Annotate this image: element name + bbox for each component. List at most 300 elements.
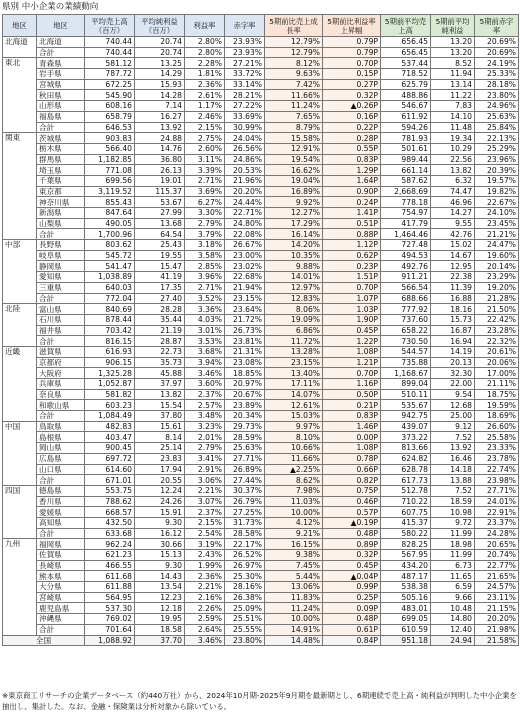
margin-change-5y-cell: 1.03P [323,304,381,315]
margin-change-5y-cell: 1.07P [323,293,381,304]
sales-5y-ago-cell: 730.50 [381,336,431,347]
margin-change-5y-cell: 0.57P [323,507,381,518]
avg-sales-cell: 1,325.28 [85,368,135,379]
deficit-rate-cell: 33.72% [225,69,265,80]
deficit-rate-cell: 24.04% [225,133,265,144]
avg-sales-cell: 3,119.52 [85,186,135,197]
avg-sales-cell: 633.68 [85,528,135,539]
region-total-row [3,528,519,539]
deficit-5y-ago-cell: 21.28% [475,293,519,304]
profit-5y-ago-cell: 9.55 [431,218,475,229]
sales-5y-ago-cell: 735.88 [381,357,431,368]
deficit-rate-cell: 22.08% [225,229,265,240]
deficit-5y-ago-cell: 23.29% [475,272,519,283]
header-deficit-rate: 赤字率 [225,15,265,37]
profit-margin-cell: 2.75% [185,133,225,144]
profit-5y-ago-cell: 14.19 [431,346,475,357]
deficit-rate-cell: 26.89% [225,464,265,475]
table-row [3,582,519,593]
header-sales-5y-ago: 5期前平均売上高 [381,15,431,37]
deficit-5y-ago-cell: 23.80% [475,90,519,101]
profit-5y-ago-cell: 11.65 [431,571,475,582]
profit-margin-cell: 2.79% [185,443,225,454]
avg-net-profit-cell: 21.19 [135,325,185,336]
sales-growth-5y-cell: 13.06% [265,582,323,593]
avg-sales-cell: 640.03 [85,282,135,293]
sales-growth-5y-cell: 12.91% [265,143,323,154]
prefecture-cell: 合計 [37,293,85,304]
profit-margin-cell: 1.17% [185,101,225,112]
deficit-rate-cell: 31.73% [225,517,265,528]
prefecture-cell: 青森県 [37,58,85,69]
avg-net-profit-cell: 35.44 [135,314,185,325]
deficit-rate-cell: 23.93% [225,47,265,58]
sales-5y-ago-cell: 899.04 [381,379,431,390]
avg-net-profit-cell: 12.23 [135,592,185,603]
profit-margin-cell: 1.99% [185,560,225,571]
region-total-row [3,122,519,133]
sales-growth-5y-cell: 11.24% [265,101,323,112]
profit-5y-ago-cell: 13.14 [431,79,475,90]
profit-5y-ago-cell: 9.12 [431,421,475,432]
deficit-5y-ago-cell: 20.69% [475,37,519,48]
profit-5y-ago-cell: 7.52 [431,432,475,443]
deficit-5y-ago-cell: 22.42% [475,314,519,325]
sales-5y-ago-cell: 699.05 [381,614,431,625]
profit-margin-cell: 3.46% [185,635,225,646]
table-row [3,592,519,603]
profit-margin-cell: 3.60% [185,379,225,390]
sales-growth-5y-cell: 19.54% [265,154,323,165]
sales-5y-ago-cell: 610.59 [381,624,431,635]
profit-5y-ago-cell: 11.48 [431,122,475,133]
deficit-rate-cell: 23.64% [225,304,265,315]
table-row [3,379,519,390]
margin-change-5y-cell: 1.08P [323,346,381,357]
sales-growth-5y-cell: 14.20% [265,240,323,251]
profit-margin-cell: 2.85% [185,261,225,272]
profit-5y-ago-cell: 32.30 [431,368,475,379]
avg-net-profit-cell: 25.14 [135,443,185,454]
deficit-rate-cell: 33.14% [225,79,265,90]
prefecture-cell: 奈良県 [37,389,85,400]
region-total-row [3,336,519,347]
sales-5y-ago-cell: 778.18 [381,197,431,208]
table-row [3,133,519,144]
margin-change-5y-cell: 0.22P [323,122,381,133]
deficit-rate-cell: 33.69% [225,111,265,122]
table-row [3,282,519,293]
profit-5y-ago-cell: 10.98 [431,507,475,518]
deficit-rate-cell: 18.85% [225,368,265,379]
sales-5y-ago-cell: 607.75 [381,507,431,518]
avg-sales-cell: 432.50 [85,517,135,528]
margin-change-5y-cell: ▲0.26P [323,101,381,112]
prefecture-cell: 京都府 [37,357,85,368]
sales-5y-ago-cell: 718.52 [381,69,431,80]
deficit-rate-cell: 20.67% [225,389,265,400]
avg-net-profit-cell: 13.54 [135,582,185,593]
prefecture-cell: 栃木県 [37,143,85,154]
deficit-rate-cell: 27.21% [225,58,265,69]
deficit-5y-ago-cell: 23.45% [475,218,519,229]
deficit-5y-ago-cell: 19.20% [475,282,519,293]
table-row [3,368,519,379]
sales-growth-5y-cell: 16.62% [265,165,323,176]
avg-net-profit-cell: 23.83 [135,453,185,464]
avg-net-profit-cell: 13.25 [135,58,185,69]
avg-sales-cell: 671.01 [85,475,135,486]
margin-change-5y-cell: 0.15P [323,69,381,80]
profit-margin-cell: 3.48% [185,411,225,422]
prefecture-cell: 合計 [37,411,85,422]
region-total-row [3,293,519,304]
sales-5y-ago-cell: 546.67 [381,101,431,112]
deficit-rate-cell: 25.09% [225,603,265,614]
sales-5y-ago-cell: 488.86 [381,90,431,101]
sales-5y-ago-cell: 1,168.67 [381,368,431,379]
deficit-rate-cell: 30.99% [225,122,265,133]
table-row [3,453,519,464]
avg-sales-cell: 878.44 [85,314,135,325]
avg-sales-cell: 482.83 [85,421,135,432]
deficit-5y-ago-cell: 18.75% [475,389,519,400]
region-cell: 四国 [3,485,37,538]
profit-5y-ago-cell: 15.73 [431,314,475,325]
profit-5y-ago-cell: 42.76 [431,229,475,240]
avg-net-profit-cell: 15.93 [135,79,185,90]
avg-sales-cell: 581.12 [85,58,135,69]
avg-sales-cell: 900.45 [85,443,135,454]
avg-net-profit-cell: 53.67 [135,197,185,208]
table-body [3,37,519,646]
avg-sales-cell: 699.56 [85,175,135,186]
profit-margin-cell: 2.01% [185,432,225,443]
sales-5y-ago-cell: 434.20 [381,560,431,571]
prefecture-cell: 神奈川県 [37,197,85,208]
sales-growth-5y-cell: 11.66% [265,453,323,464]
deficit-5y-ago-cell: 22.13% [475,133,519,144]
deficit-rate-cell: 23.93% [225,37,265,48]
sales-growth-5y-cell: 15.03% [265,411,323,422]
sales-growth-5y-cell: 8.62% [265,475,323,486]
deficit-rate-cell: 20.20% [225,186,265,197]
profit-margin-cell: 2.37% [185,389,225,400]
avg-sales-cell: 611.68 [85,571,135,582]
avg-net-profit-cell: 13.68 [135,218,185,229]
profit-5y-ago-cell: 8.52 [431,58,475,69]
avg-net-profit-cell: 115.37 [135,186,185,197]
profit-margin-cell: 2.59% [185,614,225,625]
margin-change-5y-cell: 0.66P [323,464,381,475]
deficit-5y-ago-cell: 20.61% [475,346,519,357]
prefecture-cell: 岡山県 [37,443,85,454]
avg-sales-cell: 1,038.89 [85,272,135,283]
profit-margin-cell: 2.26% [185,603,225,614]
margin-change-5y-cell: 0.83P [323,411,381,422]
prefecture-cell: 三重県 [37,282,85,293]
table-row [3,240,519,251]
profit-margin-cell: 3.52% [185,293,225,304]
table-row [3,485,519,496]
profit-margin-cell: 3.69% [185,186,225,197]
sales-5y-ago-cell: 727.48 [381,240,431,251]
margin-change-5y-cell: 0.51P [323,218,381,229]
table-row [3,550,519,561]
profit-5y-ago-cell: 14.18 [431,464,475,475]
prefecture-cell: 大阪府 [37,368,85,379]
deficit-5y-ago-cell: 19.57% [475,175,519,186]
sales-5y-ago-cell: 492.76 [381,261,431,272]
table-row [3,443,519,454]
avg-net-profit-cell: 37.70 [135,635,185,646]
profit-5y-ago-cell: 16.46 [431,453,475,464]
margin-change-5y-cell: ▲0.19P [323,517,381,528]
deficit-rate-cell: 22.17% [225,539,265,550]
avg-net-profit-cell: 37.97 [135,379,185,390]
deficit-rate-cell: 23.15% [225,293,265,304]
avg-sales-cell: 1,052.87 [85,379,135,390]
profit-margin-cell: 2.91% [185,464,225,475]
deficit-rate-cell: 20.34% [225,411,265,422]
header-margin-change-5y: 5期前比利益率上昇幅 [323,15,381,37]
sales-growth-5y-cell: 9.97% [265,421,323,432]
profit-margin-cell: 2.46% [185,111,225,122]
profit-margin-cell: 3.79% [185,229,225,240]
sales-5y-ago-cell: 617.73 [381,475,431,486]
prefecture-cell: 富山県 [37,304,85,315]
avg-net-profit-cell: 19.55 [135,250,185,261]
table-row [3,154,519,165]
table-row [3,79,519,90]
avg-sales-cell: 403.47 [85,432,135,443]
sales-5y-ago-cell: 624.82 [381,453,431,464]
sales-growth-5y-cell: 12.79% [265,37,323,48]
sales-5y-ago-cell: 2,668.69 [381,186,431,197]
avg-sales-cell: 840.69 [85,304,135,315]
avg-net-profit-cell: 16.27 [135,111,185,122]
profit-5y-ago-cell: 24.94 [431,635,475,646]
profit-margin-cell: 2.57% [185,400,225,411]
avg-sales-cell: 490.05 [85,218,135,229]
profit-5y-ago-cell: 13.88 [431,475,475,486]
prefecture-cell: 千葉県 [37,175,85,186]
profit-5y-ago-cell: 10.29 [431,143,475,154]
profit-5y-ago-cell: 16.88 [431,293,475,304]
profit-margin-cell: 2.15% [185,122,225,133]
sales-growth-5y-cell: 11.83% [265,592,323,603]
deficit-rate-cell: 26.67% [225,240,265,251]
avg-sales-cell: 697.72 [85,453,135,464]
prefecture-cell: 合計 [37,336,85,347]
margin-change-5y-cell: 1.64P [323,175,381,186]
prefecture-cell: 滋賀県 [37,346,85,357]
margin-change-5y-cell: 0.27P [323,79,381,90]
prefecture-cell: 佐賀県 [37,550,85,561]
avg-sales-cell: 1,700.96 [85,229,135,240]
sales-growth-5y-cell: 9.38% [265,550,323,561]
table-row [3,58,519,69]
avg-sales-cell: 545.72 [85,250,135,261]
sales-growth-5y-cell: 10.66% [265,443,323,454]
avg-net-profit-cell: 16.12 [135,528,185,539]
profit-5y-ago-cell: 11.99 [431,550,475,561]
avg-net-profit-cell: 7.14 [135,101,185,112]
profit-5y-ago-cell: 22.38 [431,272,475,283]
deficit-5y-ago-cell: 20.39% [475,165,519,176]
avg-net-profit-cell: 41.19 [135,272,185,283]
profit-margin-cell: 3.06% [185,475,225,486]
sales-5y-ago-cell: 781.93 [381,133,431,144]
margin-change-5y-cell: 0.75P [323,485,381,496]
sales-growth-5y-cell: 8.79% [265,122,323,133]
table-row [3,261,519,272]
prefecture-cell: 鹿児島県 [37,603,85,614]
profit-margin-cell: 2.71% [185,175,225,186]
avg-sales-cell: 803.62 [85,240,135,251]
avg-sales-cell: 668.57 [85,507,135,518]
profit-margin-cell: 3.19% [185,539,225,550]
sales-growth-5y-cell: 8.06% [265,304,323,315]
avg-net-profit-cell: 19.95 [135,614,185,625]
prefecture-performance-table [2,14,519,646]
sales-5y-ago-cell: 587.62 [381,175,431,186]
region-total-row [3,229,519,240]
deficit-rate-cell: 27.22% [225,101,265,112]
margin-change-5y-cell: 0.24P [323,197,381,208]
prefecture-cell: 大分県 [37,582,85,593]
prefecture-cell: 広島県 [37,453,85,464]
sales-5y-ago-cell: 754.97 [381,208,431,219]
profit-margin-cell: 3.39% [185,165,225,176]
margin-change-5y-cell: 0.21P [323,400,381,411]
table-row [3,421,519,432]
header-region: 地区 [3,15,37,37]
profit-margin-cell: 4.03% [185,314,225,325]
profit-5y-ago-cell: 14.67 [431,250,475,261]
avg-sales-cell: 903.83 [85,133,135,144]
avg-sales-cell: 672.25 [85,79,135,90]
avg-sales-cell: 787.72 [85,69,135,80]
profit-5y-ago-cell: 46.96 [431,197,475,208]
deficit-5y-ago-cell: 26.60% [475,421,519,432]
sales-5y-ago-cell: 989.44 [381,154,431,165]
sales-growth-5y-cell: 7.45% [265,560,323,571]
profit-margin-cell: 2.15% [185,517,225,528]
deficit-rate-cell: 24.44% [225,197,265,208]
sales-growth-5y-cell: 8.12% [265,58,323,69]
deficit-rate-cell: 30.37% [225,485,265,496]
avg-sales-cell: 788.62 [85,496,135,507]
deficit-rate-cell: 22.71% [225,208,265,219]
profit-margin-cell: 2.43% [185,550,225,561]
sales-growth-5y-cell: 10.00% [265,507,323,518]
prefecture-cell: 岐阜県 [37,250,85,261]
sales-5y-ago-cell: 777.92 [381,304,431,315]
deficit-5y-ago-cell: 20.65% [475,539,519,550]
profit-margin-cell: 2.60% [185,143,225,154]
profit-margin-cell: 2.64% [185,624,225,635]
deficit-rate-cell: 23.00% [225,250,265,261]
prefecture-cell: 福井県 [37,325,85,336]
sales-5y-ago-cell: 661.14 [381,165,431,176]
sales-growth-5y-cell: 9.21% [265,528,323,539]
margin-change-5y-cell: 0.16P [323,111,381,122]
sales-5y-ago-cell: 439.07 [381,421,431,432]
avg-sales-cell: 703.42 [85,325,135,336]
margin-change-5y-cell: 1.46P [323,421,381,432]
table-row [3,325,519,336]
sales-5y-ago-cell: 828.25 [381,539,431,550]
profit-5y-ago-cell: 74.47 [431,186,475,197]
sales-growth-5y-cell: 17.29% [265,218,323,229]
avg-sales-cell: 1,084.49 [85,411,135,422]
prefecture-cell: 島根県 [37,432,85,443]
profit-margin-cell: 2.36% [185,79,225,90]
profit-margin-cell: 3.01% [185,325,225,336]
deficit-rate-cell: 28.58% [225,528,265,539]
deficit-5y-ago-cell: 22.32% [475,336,519,347]
margin-change-5y-cell: 0.79P [323,47,381,58]
sales-growth-5y-cell: 15.58% [265,133,323,144]
sales-growth-5y-cell: 10.35% [265,250,323,261]
deficit-5y-ago-cell: 20.20% [475,614,519,625]
sales-5y-ago-cell: 537.44 [381,58,431,69]
sales-5y-ago-cell: 535.67 [381,400,431,411]
header-profit-5y-ago: 5期前平均純利益 [431,15,475,37]
margin-change-5y-cell: 0.48P [323,614,381,625]
profit-5y-ago-cell: 9.54 [431,389,475,400]
prefecture-cell: 熊本県 [37,571,85,582]
profit-margin-cell: 3.46% [185,368,225,379]
region-total-row [3,47,519,58]
profit-margin-cell: 3.58% [185,250,225,261]
prefecture-cell: 香川県 [37,496,85,507]
margin-change-5y-cell: 0.32P [323,550,381,561]
deficit-5y-ago-cell: 21.15% [475,603,519,614]
avg-net-profit-cell: 20.55 [135,475,185,486]
table-row [3,507,519,518]
margin-change-5y-cell: 0.61P [323,624,381,635]
avg-net-profit-cell: 15.54 [135,400,185,411]
deficit-rate-cell: 26.73% [225,325,265,336]
deficit-5y-ago-cell: 20.69% [475,47,519,58]
deficit-5y-ago-cell: 21.58% [475,635,519,646]
prefecture-cell: 沖縄県 [37,614,85,625]
sales-5y-ago-cell: 487.17 [381,571,431,582]
profit-margin-cell: 6.27% [185,197,225,208]
deficit-5y-ago-cell: 22.91% [475,507,519,518]
prefecture-cell: 新潟県 [37,208,85,219]
deficit-rate-cell: 26.56% [225,143,265,154]
table-row [3,90,519,101]
profit-5y-ago-cell: 13.82 [431,165,475,176]
region-cell: 中国 [3,421,37,485]
sales-growth-5y-cell: 19.09% [265,314,323,325]
profit-5y-ago-cell: 18.98 [431,539,475,550]
avg-sales-cell: 545.90 [85,90,135,101]
profit-5y-ago-cell: 18.59 [431,496,475,507]
avg-net-profit-cell: 27.99 [135,208,185,219]
margin-change-5y-cell: 0.99P [323,582,381,593]
margin-change-5y-cell: 0.55P [323,143,381,154]
avg-sales-cell: 855.43 [85,197,135,208]
deficit-5y-ago-cell: 21.65% [475,571,519,582]
table-row [3,111,519,122]
sales-growth-5y-cell: 7.65% [265,111,323,122]
deficit-5y-ago-cell: 21.11% [475,379,519,390]
deficit-rate-cell: 23.08% [225,357,265,368]
